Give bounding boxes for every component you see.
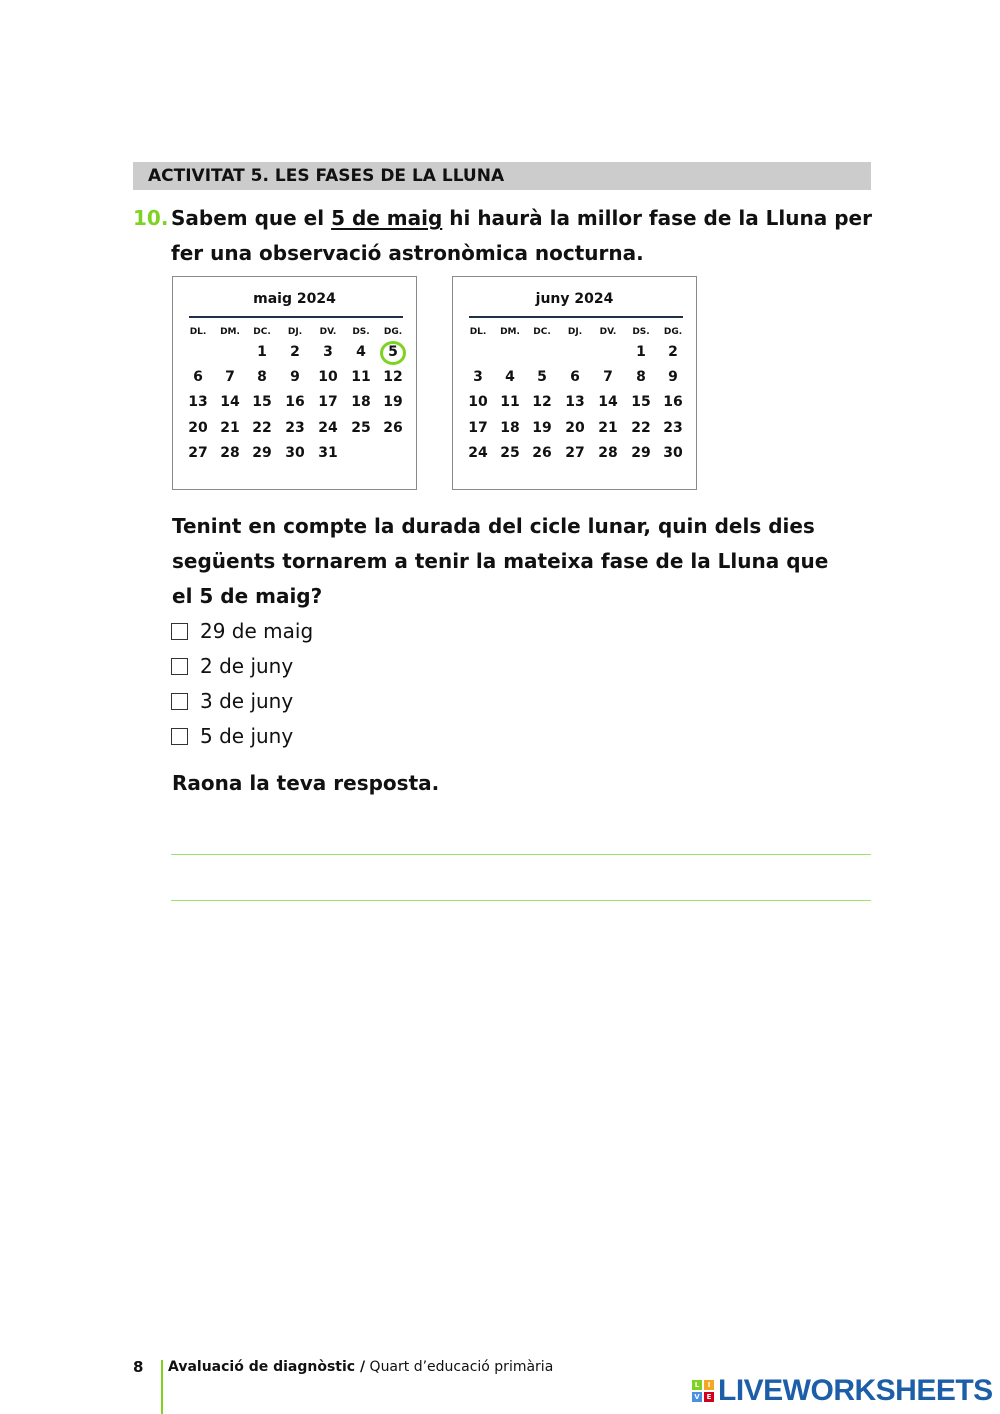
footer-title-bold: Avaluació de diagnòstic / [168, 1359, 366, 1375]
calendar-day: 3 [323, 344, 333, 360]
calendar-day: 1 [257, 344, 267, 360]
calendar-weekday: DJ. [567, 327, 583, 337]
calendar-day: 10 [318, 369, 338, 385]
calendar-day: 26 [532, 445, 552, 461]
calendar-day: 16 [285, 394, 305, 410]
calendar-day: 31 [318, 445, 338, 461]
calendar-day: 25 [351, 420, 371, 436]
calendar-day: 29 [252, 445, 272, 461]
logo-letter: E [704, 1392, 714, 1402]
calendar-weekday: DC. [533, 327, 551, 337]
question-text-after: hi haurà la millor fase de la Lluna per [442, 206, 872, 230]
calendar-day: 2 [668, 344, 678, 360]
calendar-day: 7 [225, 369, 235, 385]
page-number: 8 [133, 1358, 144, 1376]
calendar-june [452, 276, 697, 490]
calendar-divider [469, 316, 683, 318]
question-text-underlined: 5 de maig [331, 206, 443, 230]
answer-line-2[interactable] [171, 900, 871, 901]
calendar-weekday: DV. [599, 327, 617, 337]
calendar-weekday: DL. [469, 327, 487, 337]
prompt-line-2: següents tornarem a tenir la mateixa fase de la Lluna que [172, 549, 829, 573]
calendar-day: 30 [285, 445, 305, 461]
calendar-day: 23 [285, 420, 305, 436]
calendar-may [172, 276, 417, 490]
calendar-day: 19 [532, 420, 552, 436]
calendar-day: 18 [500, 420, 520, 436]
option-checkbox[interactable] [171, 623, 188, 640]
calendar-weekday: DJ. [287, 327, 303, 337]
calendar-day: 3 [473, 369, 483, 385]
calendar-weekday: DG. [663, 327, 683, 337]
answer-line-1[interactable] [171, 854, 871, 855]
calendar-day: 24 [318, 420, 338, 436]
calendar-day: 26 [383, 420, 403, 436]
calendar-day: 21 [598, 420, 618, 436]
liveworksheets-wordmark: LIVEWORKSHEETS [718, 1374, 993, 1407]
option-checkbox[interactable] [171, 658, 188, 675]
calendar-day: 28 [598, 445, 618, 461]
calendar-day: 17 [468, 420, 488, 436]
calendar-day: 22 [631, 420, 651, 436]
calendar-day: 13 [188, 394, 208, 410]
calendar-day: 5 [388, 344, 398, 360]
calendar-day: 1 [636, 344, 646, 360]
calendar-day: 7 [603, 369, 613, 385]
calendar-day: 9 [290, 369, 300, 385]
calendar-day: 15 [631, 394, 651, 410]
activity-header [133, 162, 871, 190]
calendar-weekday: DS. [352, 327, 370, 337]
footer-title [168, 1359, 553, 1375]
calendar-day: 5 [537, 369, 547, 385]
option-label: 3 de juny [200, 689, 294, 713]
calendar-weekday: DS. [632, 327, 650, 337]
calendar-day: 9 [668, 369, 678, 385]
option-checkbox[interactable] [171, 728, 188, 745]
calendar-weekday: DG. [383, 327, 403, 337]
calendar-day: 20 [565, 420, 585, 436]
calendar-day: 16 [663, 394, 683, 410]
calendar-day: 14 [598, 394, 618, 410]
calendar-day: 25 [500, 445, 520, 461]
calendar-day: 12 [532, 394, 552, 410]
footer-title-rest: Quart d’educació primària [365, 1359, 554, 1375]
calendar-weekday: DM. [220, 327, 240, 337]
calendar-weekday: DV. [319, 327, 337, 337]
calendar-weekday: DC. [253, 327, 271, 337]
calendar-title: juny 2024 [535, 291, 614, 307]
calendar-day: 23 [663, 420, 683, 436]
reason-prompt: Raona la teva resposta. [172, 771, 440, 795]
calendar-day: 8 [636, 369, 646, 385]
calendar-day: 18 [351, 394, 371, 410]
question-text-before: Sabem que el [171, 206, 332, 230]
calendar-title: maig 2024 [253, 291, 336, 307]
option-label: 2 de juny [200, 654, 294, 678]
option-label: 29 de maig [200, 619, 314, 643]
calendar-day: 4 [356, 344, 366, 360]
calendar-day: 15 [252, 394, 272, 410]
question-line-2: fer una observació astronòmica nocturna. [171, 241, 644, 265]
calendar-day: 6 [193, 369, 203, 385]
liveworksheets-icon [692, 1380, 714, 1402]
calendar-day: 6 [570, 369, 580, 385]
calendar-day: 2 [290, 344, 300, 360]
logo-letter: I [704, 1380, 714, 1390]
calendar-day: 11 [351, 369, 371, 385]
question-number: 10. [133, 206, 169, 230]
calendar-day: 19 [383, 394, 403, 410]
prompt-line-3: el 5 de maig? [172, 584, 323, 608]
calendar-day: 28 [220, 445, 240, 461]
logo-letter: V [692, 1392, 702, 1402]
activity-title: ACTIVITAT 5. LES FASES DE LA LLUNA [148, 166, 505, 186]
calendar-day: 12 [383, 369, 403, 385]
calendar-day: 29 [631, 445, 651, 461]
footer-divider [161, 1360, 163, 1414]
question-line-1 [171, 206, 872, 230]
logo-letter: L [692, 1380, 702, 1390]
calendar-day: 27 [188, 445, 208, 461]
calendar-day: 27 [565, 445, 585, 461]
prompt-line-1: Tenint en compte la durada del cicle lunar, quin dels dies [172, 514, 815, 538]
option-checkbox[interactable] [171, 693, 188, 710]
calendar-day: 13 [565, 394, 585, 410]
option-label: 5 de juny [200, 724, 294, 748]
calendar-day: 17 [318, 394, 338, 410]
calendar-day: 30 [663, 445, 683, 461]
calendar-day: 22 [252, 420, 272, 436]
calendar-day: 20 [188, 420, 208, 436]
calendar-day: 4 [505, 369, 515, 385]
calendar-divider [189, 316, 403, 318]
calendar-weekday: DL. [189, 327, 207, 337]
calendar-day: 11 [500, 394, 520, 410]
calendar-day: 10 [468, 394, 488, 410]
calendar-day: 21 [220, 420, 240, 436]
calendar-weekday: DM. [500, 327, 520, 337]
calendar-day: 24 [468, 445, 488, 461]
calendar-day: 8 [257, 369, 267, 385]
calendar-day: 14 [220, 394, 240, 410]
